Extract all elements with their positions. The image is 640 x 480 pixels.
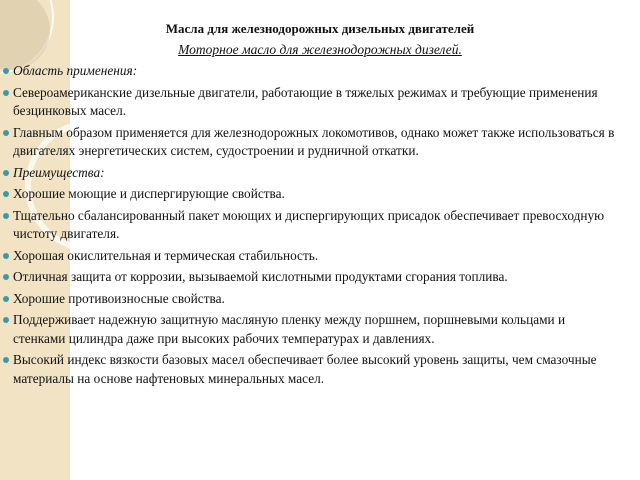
bullet-item: Тщательно сбалансированный пакет моющих и диспергирующих присадок обеспечивает превосходную чистоту двигателя. [0,207,615,244]
slide-title: Масла для железнодорожных дизельных двигателей [165,21,475,36]
bullet-item: Преимущества: [0,164,615,183]
bullet-item: Отличная защита от коррозии, вызываемой кислотными продуктами сгорания топлива. [0,268,615,287]
bullet-item: Область применения: [0,62,615,81]
bullet-item: Главным образом применяется для железнодорожных локомотивов, однако может также использоваться в двигателях энергетических систем, судостроении и рудничной откатки. [0,124,615,161]
bullet-item: Североамериканские дизельные двигатели, работающие в тяжелых режимах и требующие применения безцинковых масел. [0,84,615,121]
bullet-item: Высокий индекс вязкости базовых масел обеспечивает более высокий уровень защиты, чем смазочные материалы на основе нафтеновых минеральных масел. [0,351,615,388]
slide-subtitle: Моторное масло для железнодорожных дизелей. [178,42,462,57]
bullet-list [0,62,615,391]
bullet-item: Поддерживает надежную защитную масляную пленку между поршнем, поршневыми кольцами и стенками цилиндра даже при высоких рабочих температурах и давлениях. [0,311,615,348]
bullet-item: Хорошая окислительная и термическая стабильность. [0,247,615,266]
bullet-item: Хорошие противоизносные свойства. [0,290,615,309]
bullet-item: Хорошие моющие и диспергирующие свойства. [0,185,615,204]
